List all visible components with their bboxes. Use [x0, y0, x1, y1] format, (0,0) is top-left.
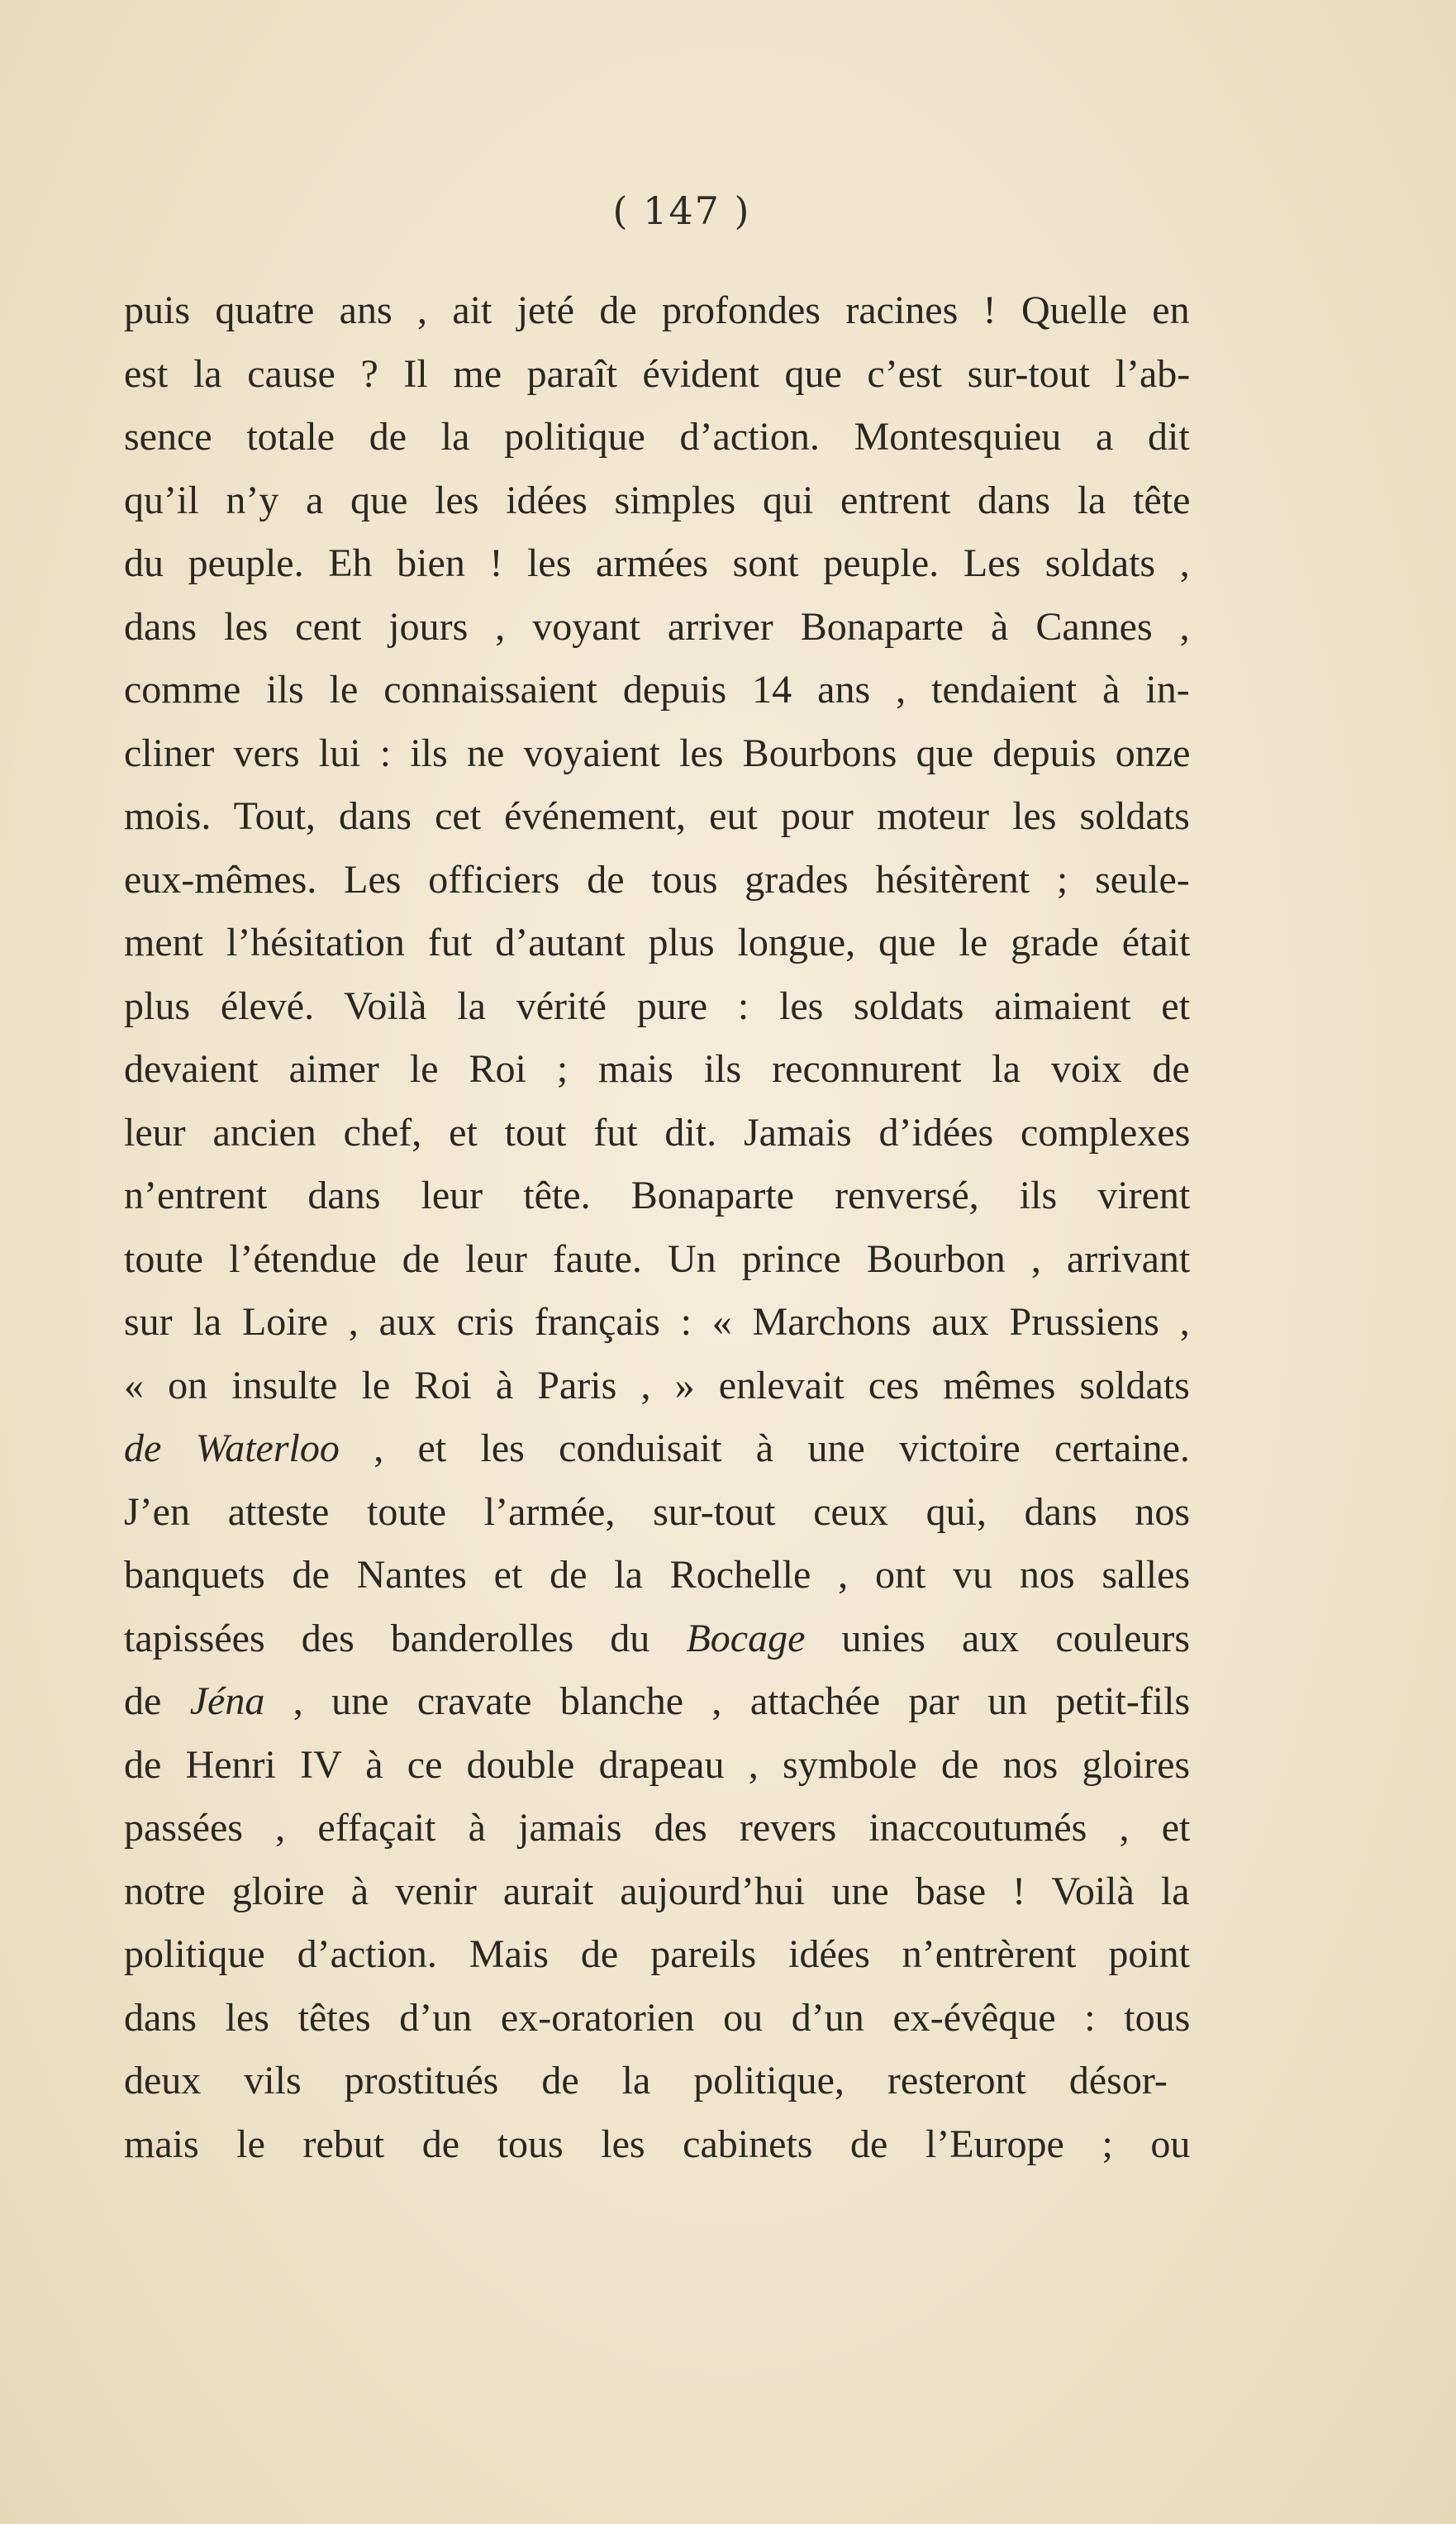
text-line: J’en atteste toute l’armée, sur-tout ceux qui, dans nos	[124, 1489, 1191, 1534]
italic-text: de Waterloo	[124, 1426, 340, 1470]
text-line: leur ancien chef, et tout fut dit. Jamais d’idées complexes	[124, 1110, 1191, 1155]
italic-text: Jéna	[189, 1679, 265, 1723]
page-number: ( 147 )	[612, 188, 751, 233]
text-line: est la cause ? Il me paraît évident que c’est sur-tout l’ab-	[124, 351, 1191, 396]
text-line: cliner vers lui : ils ne voyaient les Bourbons que depuis onze	[124, 731, 1191, 775]
text-line: comme ils le connaissaient depuis 14 ans , tendaient à in-	[124, 668, 1190, 712]
text-line: du peuple. Eh bien ! les armées sont peuple. Les soldats ,	[124, 541, 1190, 585]
text-line: banquets de Nantes et de la Rochelle , ont vu nos salles	[124, 1553, 1191, 1597]
text-line: eux-mêmes. Les officiers de tous grades hésitèrent ; seule-	[124, 857, 1190, 902]
text-line: deux vils prostitués de la politique, resteront désor-	[124, 2059, 1168, 2103]
text-line: n’entrent dans leur tête. Bonaparte renversé, ils virent	[124, 1174, 1191, 1217]
text-line: de Jéna , une cravate blanche , attachée par un petit-fils	[124, 1679, 1191, 1723]
text-line: plus élevé. Voilà la vérité pure : les soldats aimaient et	[124, 983, 1190, 1028]
text-line: puis quatre ans , ait jeté de profondes racines ! Quelle en	[124, 288, 1190, 332]
text-line: de Waterloo , et les conduisait à une victoire certaine.	[124, 1426, 1190, 1470]
italic-text: Bocage	[686, 1616, 806, 1660]
text-line: notre gloire à venir aurait aujourd’hui une base ! Voilà la	[124, 1869, 1190, 1913]
text-line: mais le rebut de tous les cabinets de l’Europe ; ou	[124, 2122, 1191, 2166]
text-line: sence totale de la politique d’action. Montesquieu a dit	[124, 415, 1190, 459]
text-line: de Henri IV à ce double drapeau , symbole de nos gloires	[124, 1742, 1191, 1787]
text-line: passées , effaçait à jamais des revers inaccoutumés , et	[124, 1806, 1191, 1850]
text-line: dans les cent jours , voyant arriver Bonaparte à Cannes ,	[124, 604, 1190, 649]
text-line: toute l’étendue de leur faute. Un prince Bourbon , arrivant	[124, 1236, 1191, 1281]
text-line: dans les têtes d’un ex-oratorien ou d’un ex-évêque : tous	[124, 1995, 1191, 2040]
text-line: politique d’action. Mais de pareils idées n’entrèrent point	[124, 1932, 1190, 1976]
text-line: tapissées des banderolles du Bocage unies aux couleurs	[124, 1616, 1191, 1660]
body-text	[124, 279, 1190, 2176]
text-line: devaient aimer le Roi ; mais ils reconnurent la voix de	[124, 1047, 1190, 1091]
text-line: mois. Tout, dans cet événement, eut pour moteur les soldats	[124, 794, 1190, 838]
text-line: qu’il n’y a que les idées simples qui entrent dans la tête	[124, 478, 1191, 522]
text-line: « on insulte le Roi à Paris , » enlevait ces mêmes soldats	[124, 1363, 1190, 1407]
text-line: sur la Loire , aux cris français : « Marchons aux Prussiens ,	[124, 1300, 1190, 1344]
text-line: ment l’hésitation fut d’autant plus longue, que le grade était	[124, 921, 1191, 964]
